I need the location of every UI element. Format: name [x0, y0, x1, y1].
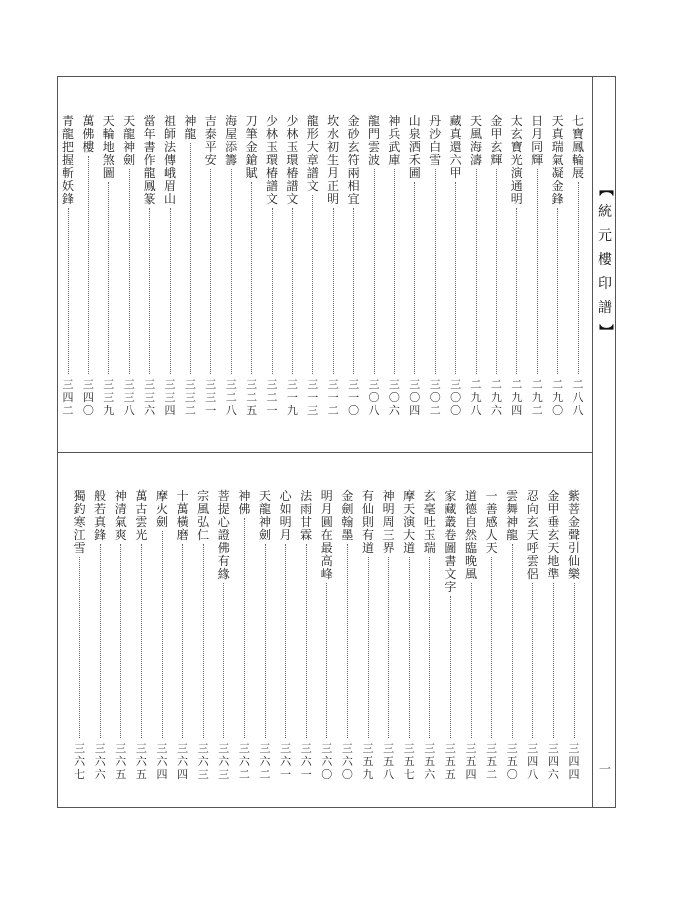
leader-dots — [285, 544, 286, 738]
toc-entry-title: 青龍把握斬妖鋒 — [61, 114, 74, 206]
toc-entry-title: 玄毫吐玉瑞 — [423, 489, 436, 555]
leader-dots — [496, 169, 497, 374]
toc-entry-title: 摩天演大道 — [403, 489, 416, 555]
toc-entry-title: 龍門雲波 — [367, 114, 380, 167]
toc-entry-title: 天風海濤 — [469, 114, 482, 167]
toc-entry-title: 十萬橫磨 — [176, 489, 189, 542]
leader-dots — [120, 544, 121, 738]
toc-entry-page: 三三六 — [144, 378, 156, 417]
toc-entry-page: 二九八 — [470, 378, 482, 417]
toc-entry-page: 三五〇 — [506, 742, 518, 781]
toc-entry[interactable] — [504, 490, 520, 787]
toc-entry[interactable] — [80, 115, 96, 423]
leader-dots — [244, 518, 245, 738]
toc-entry[interactable] — [442, 490, 458, 787]
leader-dots — [162, 531, 163, 738]
toc-entry-page: 三六二 — [238, 742, 250, 781]
toc-entry-page: 三一九 — [286, 378, 298, 417]
toc-entry-page: 三三二 — [184, 378, 196, 417]
toc-entry[interactable] — [468, 115, 484, 423]
toc-entry[interactable] — [386, 115, 402, 423]
toc-entry-title: 萬古雲光 — [135, 489, 148, 542]
toc-entry[interactable] — [550, 115, 566, 423]
leader-dots — [388, 557, 389, 738]
toc-entry[interactable] — [223, 115, 239, 423]
toc-entry[interactable] — [407, 115, 423, 423]
toc-entry-title: 金劍翰墨 — [341, 489, 354, 542]
toc-entry-title: 雲舞神龍 — [506, 489, 519, 542]
toc-entry[interactable] — [216, 490, 232, 787]
leader-dots — [429, 557, 430, 738]
leader-dots — [347, 544, 348, 738]
leader-dots — [79, 557, 80, 738]
toc-entry-title: 般若真鋒 — [94, 489, 107, 542]
toc-entry-page: 三一三 — [307, 378, 319, 417]
toc-entry-title: 摩火劍 — [155, 489, 168, 529]
leader-dots — [231, 169, 232, 374]
toc-entry[interactable] — [92, 490, 108, 787]
toc-entry-page: 二九四 — [511, 378, 523, 417]
leader-dots — [553, 583, 554, 738]
toc-entry[interactable] — [264, 115, 280, 423]
leader-dots — [512, 544, 513, 738]
toc-entry[interactable] — [566, 490, 582, 787]
toc-entry-title: 祖師法傳峨眉山 — [163, 114, 176, 206]
toc-entry[interactable] — [525, 490, 541, 787]
toc-entry-page: 三五六 — [424, 742, 436, 781]
toc-entry-title: 神龍 — [184, 114, 197, 141]
toc-entry-title: 萬佛樓 — [82, 114, 95, 154]
toc-entry-page: 三二五 — [246, 378, 258, 417]
toc-entry[interactable] — [60, 115, 76, 423]
toc-entry-title: 神 佛 — [238, 489, 251, 516]
toc-entry-page: 三六二 — [259, 742, 271, 781]
toc-entry[interactable] — [319, 490, 335, 787]
toc-entry-title: 刀筆金鎗賦 — [245, 114, 258, 180]
toc-entry-title: 天龍神劍 — [258, 489, 271, 542]
leader-dots — [532, 583, 533, 738]
toc-entry-title: 家藏叢卷圖書文字 — [444, 489, 457, 594]
leader-dots — [141, 544, 142, 738]
toc-entry-title: 當年書作龍鳳篆 — [143, 114, 156, 206]
leader-dots — [149, 208, 150, 374]
leader-dots — [100, 544, 101, 738]
toc-entry-page: 三三四 — [164, 378, 176, 417]
toc-entry-title: 神兵武庫 — [388, 114, 401, 167]
leader-dots — [374, 169, 375, 374]
toc-entry[interactable] — [182, 115, 198, 423]
page-number: 一 — [598, 762, 611, 776]
toc-entry-page: 三六五 — [135, 742, 147, 781]
toc-entry[interactable] — [448, 115, 464, 423]
toc-entry[interactable] — [570, 115, 586, 423]
toc-entry-page: 三〇〇 — [450, 378, 462, 417]
toc-entry-title: 道德自然臨晚風 — [464, 489, 477, 581]
toc-entry-page: 三六〇 — [341, 742, 353, 781]
toc-entry[interactable] — [463, 490, 479, 787]
toc-entry[interactable] — [133, 490, 149, 787]
toc-entry[interactable] — [162, 115, 178, 423]
toc-entry-title: 七寶鳳輪展 — [571, 114, 584, 180]
toc-entry-page: 三四四 — [568, 742, 580, 781]
toc-entry-page: 三五五 — [444, 742, 456, 781]
toc-entry-title: 金甲垂玄天地準 — [547, 489, 560, 581]
leader-dots — [455, 182, 456, 374]
toc-entry-page: 三四六 — [547, 742, 559, 781]
toc-entry-page: 三四八 — [527, 742, 539, 781]
toc-entry-title: 獨釣寒江雪 — [73, 489, 86, 555]
toc-entry-title: 天輪地煞圖 — [102, 114, 115, 180]
toc-entry-page: 三五四 — [465, 742, 477, 781]
toc-entry-title: 天真瑞氣凝金鋒 — [551, 114, 564, 206]
leader-dots — [333, 208, 334, 374]
leader-dots — [272, 208, 273, 374]
toc-entry[interactable] — [488, 115, 504, 423]
leader-dots — [435, 169, 436, 374]
toc-entry-title: 忍向玄天呼雲侶 — [526, 489, 539, 581]
toc-entry-title: 神明周三界 — [382, 489, 395, 555]
toc-entry-title: 龍形大章譜文 — [306, 114, 319, 193]
toc-entry-title: 一善感人天 — [485, 489, 498, 555]
toc-entry-title: 菩提心證佛有緣 — [217, 489, 230, 581]
toc-entry-title: 太玄寶光演通明 — [510, 114, 523, 206]
toc-entry-title: 金砂玄符兩相宜 — [347, 114, 360, 206]
leader-dots — [409, 557, 410, 738]
leader-dots — [88, 156, 89, 374]
toc-entry[interactable] — [175, 490, 191, 787]
leader-dots — [182, 544, 183, 738]
toc-entry[interactable] — [154, 490, 170, 787]
toc-entry[interactable] — [101, 115, 117, 423]
toc-entry[interactable] — [195, 490, 211, 787]
toc-entry-page: 三六一 — [280, 742, 292, 781]
toc-entry-page: 三三九 — [103, 378, 115, 417]
toc-entry-page: 三五九 — [362, 742, 374, 781]
toc-entry[interactable] — [381, 490, 397, 787]
leader-dots — [394, 169, 395, 374]
leader-dots — [353, 208, 354, 374]
section-divider — [57, 452, 592, 453]
toc-entry[interactable] — [529, 115, 545, 423]
toc-entry-page: 二九六 — [490, 378, 502, 417]
toc-entry[interactable] — [360, 490, 376, 787]
toc-entry-page: 三〇八 — [368, 378, 380, 417]
leader-dots — [537, 169, 538, 374]
leader-dots — [476, 169, 477, 374]
toc-entry-title: 山泉洒禾圃 — [408, 114, 421, 180]
toc-entry[interactable] — [203, 115, 219, 423]
toc-entry-title: 丹沙白雪 — [429, 114, 442, 167]
title-bracket-close: 】 — [597, 324, 613, 338]
toc-entry-page: 三三八 — [123, 378, 135, 417]
toc-entry-title: 有仙則有道 — [361, 489, 374, 555]
toc-entry-title: 宗風弘仁 — [197, 489, 210, 542]
toc-entry[interactable] — [401, 490, 417, 787]
leader-dots — [265, 544, 266, 738]
title-bracket-open: 【 — [597, 182, 613, 196]
leader-dots — [68, 208, 69, 374]
toc-entry-page: 三六三 — [197, 742, 209, 781]
toc-entry[interactable] — [422, 490, 438, 787]
leader-dots — [557, 208, 558, 374]
toc-entry-title: 金甲玄輝 — [490, 114, 503, 167]
toc-entry[interactable] — [121, 115, 137, 423]
toc-entry-page: 三四〇 — [82, 378, 94, 417]
running-title — [596, 178, 614, 342]
toc-entry-page: 三〇二 — [429, 378, 441, 417]
toc-entry[interactable] — [545, 490, 561, 787]
toc-entry[interactable] — [284, 115, 300, 423]
toc-entry-page: 三〇六 — [388, 378, 400, 417]
leader-dots — [203, 544, 204, 738]
leader-dots — [326, 583, 327, 738]
toc-entry[interactable] — [113, 490, 129, 787]
toc-entry-title: 少林玉環椿譜文 — [265, 114, 278, 206]
toc-entry-page: 三一〇 — [348, 378, 360, 417]
toc-entry[interactable] — [72, 490, 88, 787]
leader-dots — [129, 169, 130, 374]
toc-entry-page: 二九〇 — [552, 378, 564, 417]
toc-entry-page: 二九二 — [531, 378, 543, 417]
toc-entry[interactable] — [509, 115, 525, 423]
toc-entry-title: 海屋添籌 — [225, 114, 238, 167]
toc-entry-page: 三一二 — [327, 378, 339, 417]
toc-entry[interactable] — [325, 115, 341, 423]
toc-entry-title: 天龍神劍 — [123, 114, 136, 167]
toc-entry-page: 三五二 — [486, 742, 498, 781]
toc-entry[interactable] — [346, 115, 362, 423]
toc-entry-title: 少林玉環椿譜文 — [286, 114, 299, 206]
toc-entry[interactable] — [278, 490, 294, 787]
toc-entry-page: 三六六 — [94, 742, 106, 781]
toc-entry[interactable] — [257, 490, 273, 787]
toc-entry-page: 三四二 — [62, 378, 74, 417]
title-column-rule — [592, 76, 593, 808]
toc-entry-page: 三六一 — [300, 742, 312, 781]
toc-entry-page: 三三一 — [205, 378, 217, 417]
toc-entry-title: 神清氣爽 — [114, 489, 127, 542]
toc-entry[interactable] — [142, 115, 158, 423]
toc-entry[interactable] — [366, 115, 382, 423]
leader-dots — [471, 583, 472, 738]
toc-entry-page: 三六七 — [74, 742, 86, 781]
leader-dots — [108, 182, 109, 374]
toc-entry[interactable] — [339, 490, 355, 787]
leader-dots — [574, 583, 575, 738]
leader-dots — [516, 208, 517, 374]
leader-dots — [210, 169, 211, 374]
toc-entry-page: 三〇四 — [409, 378, 421, 417]
toc-entry-page: 三二一 — [266, 378, 278, 417]
toc-entry-page: 二八八 — [572, 378, 584, 417]
toc-entry-page: 三六五 — [115, 742, 127, 781]
leader-dots — [491, 557, 492, 738]
toc-entry-title: 法雨甘霖 — [300, 489, 313, 542]
toc-entry-title: 明月圓在最高峰 — [320, 489, 333, 581]
toc-entry-page: 三二八 — [225, 378, 237, 417]
toc-entry-title: 坎水初生月正明 — [327, 114, 340, 206]
toc-entry[interactable] — [236, 490, 252, 787]
toc-entry-title: 日月同輝 — [531, 114, 544, 167]
toc-entry-page: 三六四 — [156, 742, 168, 781]
toc-entry[interactable] — [298, 490, 314, 787]
toc-entry-title: 吉泰平安 — [204, 114, 217, 167]
toc-entry[interactable] — [244, 115, 260, 423]
leader-dots — [312, 195, 313, 374]
leader-dots — [170, 208, 171, 374]
leader-dots — [251, 182, 252, 374]
toc-entry-page: 三六〇 — [321, 742, 333, 781]
leader-dots — [414, 182, 415, 374]
leader-dots — [450, 596, 451, 738]
toc-entry-title: 紫菩金聲引仙樂 — [567, 489, 580, 581]
leader-dots — [306, 544, 307, 738]
leader-dots — [190, 143, 191, 374]
toc-entry-page: 三五七 — [403, 742, 415, 781]
leader-dots — [223, 583, 224, 738]
toc-entry[interactable] — [305, 115, 321, 423]
toc-entry-page: 三六四 — [177, 742, 189, 781]
toc-entry[interactable] — [427, 115, 443, 423]
leader-dots — [292, 208, 293, 374]
book-title: 統元樓印譜 — [598, 204, 612, 316]
toc-entry-title: 心如明月 — [279, 489, 292, 542]
toc-entry[interactable] — [484, 490, 500, 787]
toc-entry-page: 三六三 — [218, 742, 230, 781]
leader-dots — [368, 557, 369, 738]
toc-entry-title: 藏真還六甲 — [449, 114, 462, 180]
toc-entry-page: 三五八 — [383, 742, 395, 781]
leader-dots — [578, 182, 579, 374]
